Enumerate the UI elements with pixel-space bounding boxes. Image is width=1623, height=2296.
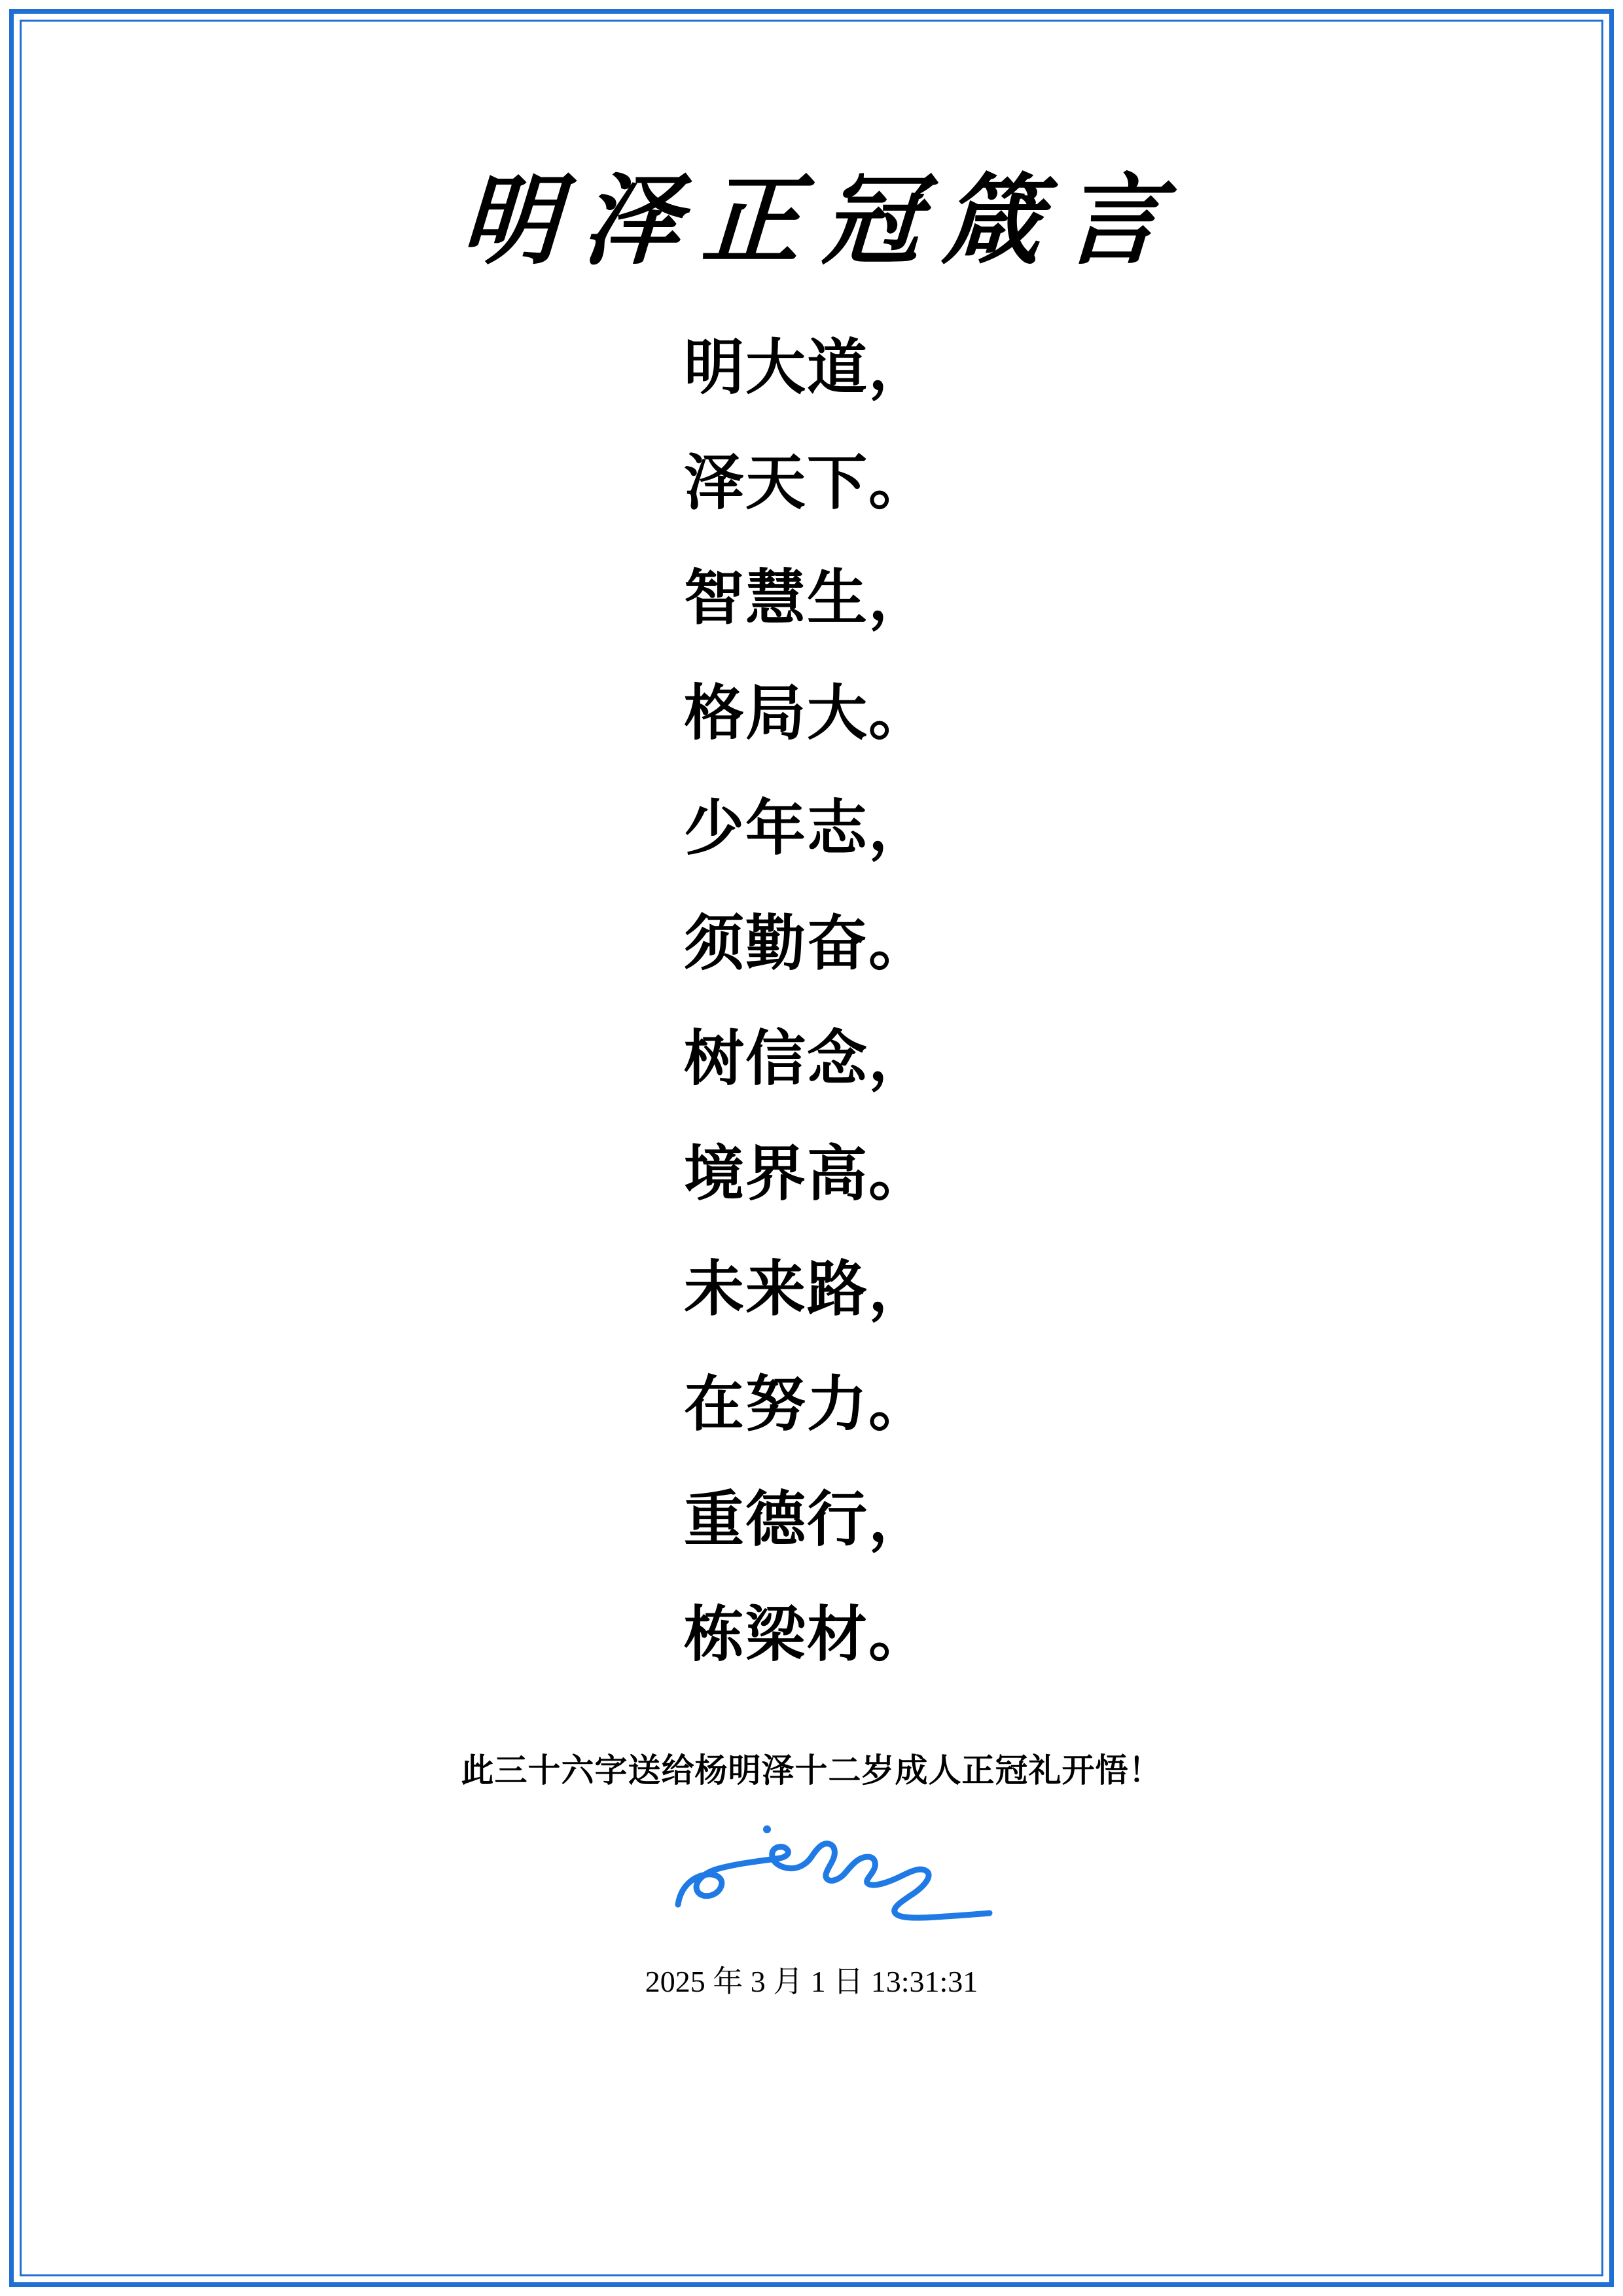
verse-line: 格局大。 bbox=[684, 677, 931, 748]
verse-line: 栋梁材。 bbox=[684, 1599, 931, 1670]
verse-line: 智慧生， bbox=[684, 562, 931, 633]
verse-line: 重德行， bbox=[684, 1484, 931, 1554]
timestamp-text: 2025 年 3 月 1 日 13:31:31 bbox=[645, 1965, 978, 1998]
verse-line: 明大道， bbox=[684, 332, 931, 403]
handwritten-signature-icon bbox=[484, 1803, 1139, 1954]
page-title: 明泽正冠箴言 bbox=[458, 163, 1187, 278]
verse-line: 未来路， bbox=[684, 1253, 931, 1324]
verse-list bbox=[39, 332, 1584, 1719]
signature-area bbox=[484, 1803, 1139, 1954]
document-content bbox=[39, 39, 1584, 2257]
verse-line: 少年志， bbox=[684, 793, 931, 863]
verse-line: 须勤奋。 bbox=[684, 908, 931, 978]
verse-line: 树信念， bbox=[684, 1023, 931, 1094]
verse-line: 境界高。 bbox=[684, 1138, 931, 1209]
dedication-text: 此三十六字送给杨明泽十二岁成人正冠礼开悟！ bbox=[461, 1751, 1162, 1789]
verse-line: 在努力。 bbox=[684, 1369, 931, 1439]
verse-line: 泽天下。 bbox=[684, 447, 931, 518]
